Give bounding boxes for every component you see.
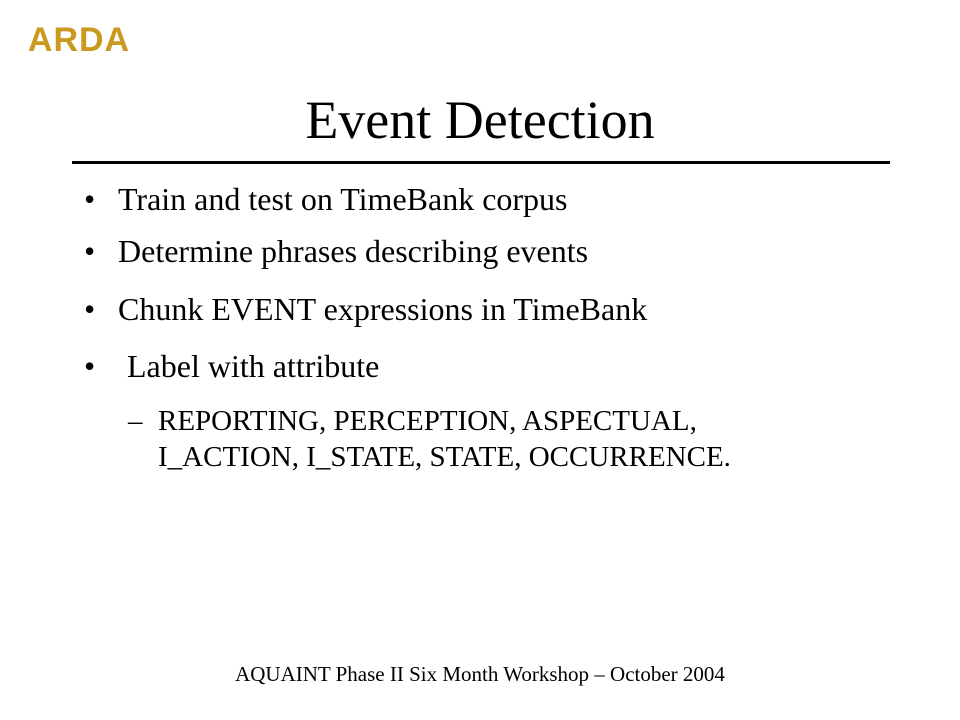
bullet-item (84, 232, 588, 270)
slide-footer: AQUAINT Phase II Six Month Workshop – October 2004 (235, 662, 725, 686)
title-underline (72, 161, 890, 164)
bullet-marker: • (84, 233, 96, 269)
bullet-item (84, 290, 647, 328)
slide-title: Event Detection (305, 90, 655, 150)
arda-logo (16, 18, 142, 60)
arda-logo-graphic (16, 18, 142, 60)
bullet-marker: • (84, 181, 96, 217)
bullet-text: Label with attribute (127, 348, 380, 384)
bullet-text: Determine phrases describing events (118, 233, 589, 269)
sub-bullet-marker: – (128, 405, 143, 437)
bullet-text: Chunk EVENT expressions in TimeBank (118, 291, 648, 327)
sub-bullet-text-line-2: I_ACTION, I_STATE, STATE, OCCURRENCE. (158, 441, 731, 473)
sub-bullet-item (128, 403, 731, 475)
arda-logo-text: ARDA (27, 21, 131, 59)
bullet-text: Train and test on TimeBank corpus (118, 181, 568, 217)
sub-bullet-text-line-1: REPORTING, PERCEPTION, ASPECTUAL, (158, 405, 697, 437)
bullet-marker: • (84, 291, 96, 327)
bullet-marker: • (84, 348, 96, 384)
bullet-item (84, 347, 379, 385)
bullet-item (84, 180, 568, 218)
